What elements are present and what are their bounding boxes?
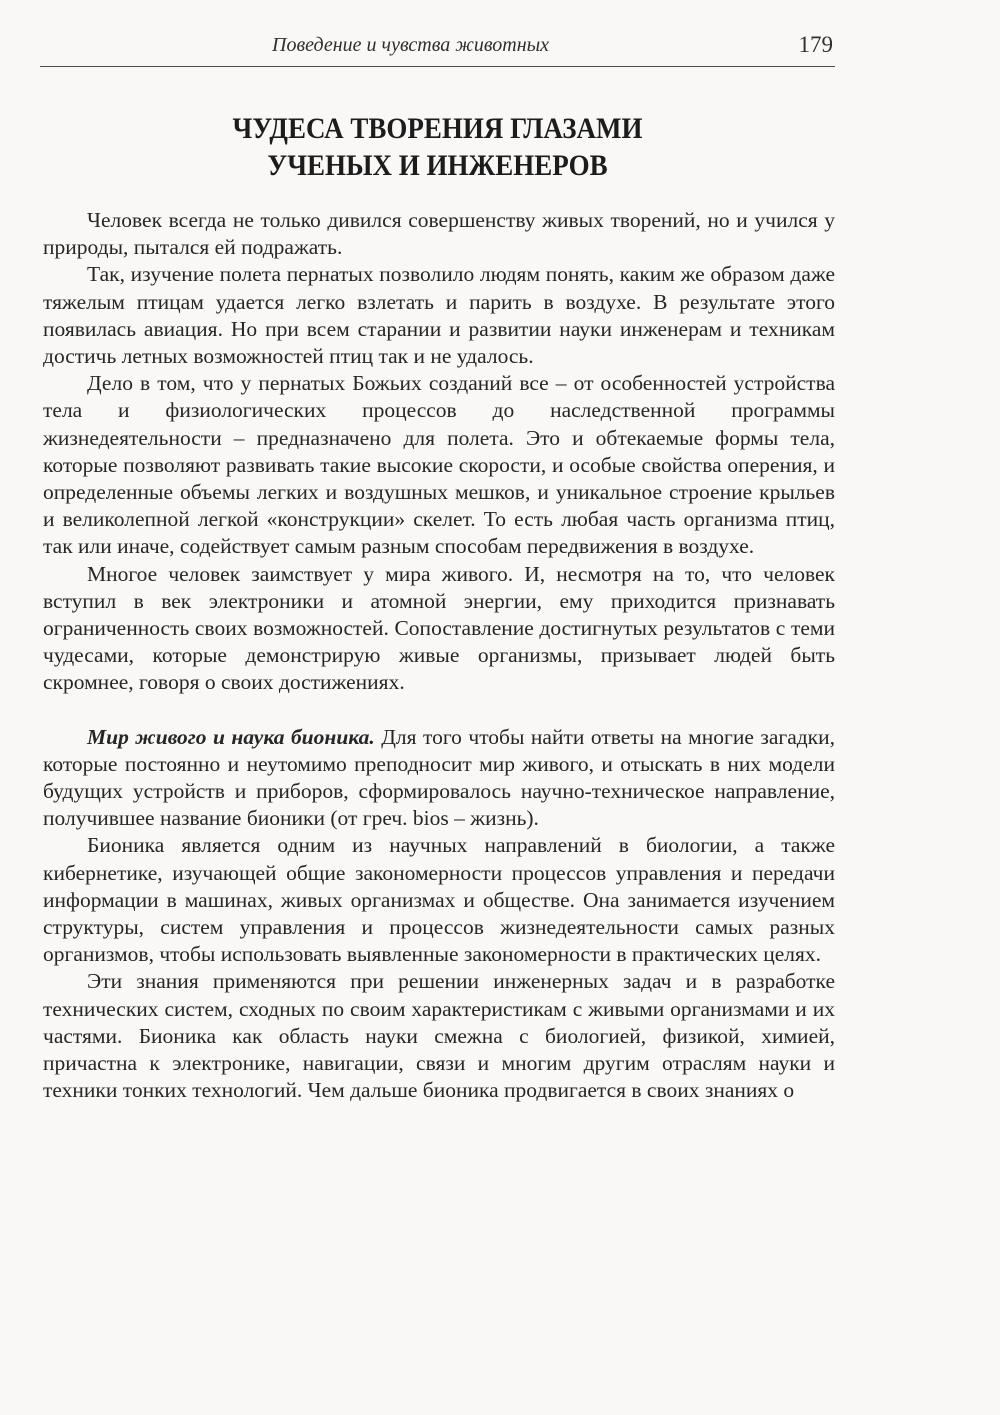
section-heading: Мир живого и наука бионика. — [87, 724, 375, 749]
paragraph: Человек всегда не только дивился совершенству живых творений, но и учился у природы, пытался ей подражать. — [43, 208, 835, 260]
running-header — [40, 30, 835, 67]
chapter-title-line-2: УЧЕНЫХ И ИНЖЕНЕРОВ — [267, 149, 608, 182]
page-number: 179 — [798, 32, 833, 57]
running-title: Поведение и чувства животных — [272, 34, 550, 56]
paragraph: Многое человек заимствует у мира живого. И, несмотря на то, что человек вступил в век электроники и атомной энергии, ему приходится признавать ограниченность своих возможностей. Сопоставление достигнутых результатов с теми чудесами, которые демонстрирую живые организмы, призывает людей быть скромнее, говоря о своих достижениях. — [43, 561, 835, 695]
body-text — [43, 207, 835, 1105]
paragraph: Эти знания применяются при решении инженерных задач и в разработке технических систем, сходных по своим характеристикам с живыми организмами и их частями. Бионика как область науки смежна с биологией, физикой, химией, причастна к электронике, навигации, связи и многим другим отраслям науки и техники тонких технологий. Чем дальше бионика продвигается в своих знаниях о — [43, 969, 835, 1103]
paragraph: Дело в том, что у пернатых Божьих созданий все – от особенностей устройства тела и физиологических процессов до наследственной программы жизнедеятельности – предназначено для полета. Это и обтекаемые формы тела, которые позволяют развивать такие высокие скорости, и особые свойства оперения, и определенные объемы легких и воздушных мешков, и уникальное строение крыльев и великолепной легкой «конструкции» скелет. То есть любая часть организма птиц, так или иначе, содействует самым разным способам передвижения в воздухе. — [43, 371, 835, 559]
paragraph: Бионика является одним из научных направлений в биологии, а также кибернетике, изучающей общие закономерности процессов управления и передачи информации в машинах, живых организмах и обществе. Она занимается изучением структуры, систем управления и процессов жизнедеятельности самых разных организмов, чтобы использовать выявленные закономерности в практических целях. — [43, 833, 835, 967]
chapter-title-line-1: ЧУДЕСА ТВОРЕНИЯ ГЛАЗАМИ — [232, 112, 643, 145]
section-lead-text: Для того чтобы найти ответы на многие загадки, которые постоянно и неутомимо преподносит мир живого, и отыскать в них модели будущих устройств и приборов, сформировалось научно-техническое направление, получившее название бионики (от греч. bios – жизнь). — [43, 724, 836, 831]
section-lead-paragraph — [43, 724, 835, 833]
paragraph: Так, изучение полета пернатых позволило людям понять, каким же образом даже тяжелым птицам удается легко взлетать и парить в воздухе. В результате этого появилась авиация. Но при всем старании и развитии науки инженерам и техникам достичь летных возможностей птиц так и не удалось. — [43, 262, 835, 369]
chapter-title — [80, 110, 796, 184]
